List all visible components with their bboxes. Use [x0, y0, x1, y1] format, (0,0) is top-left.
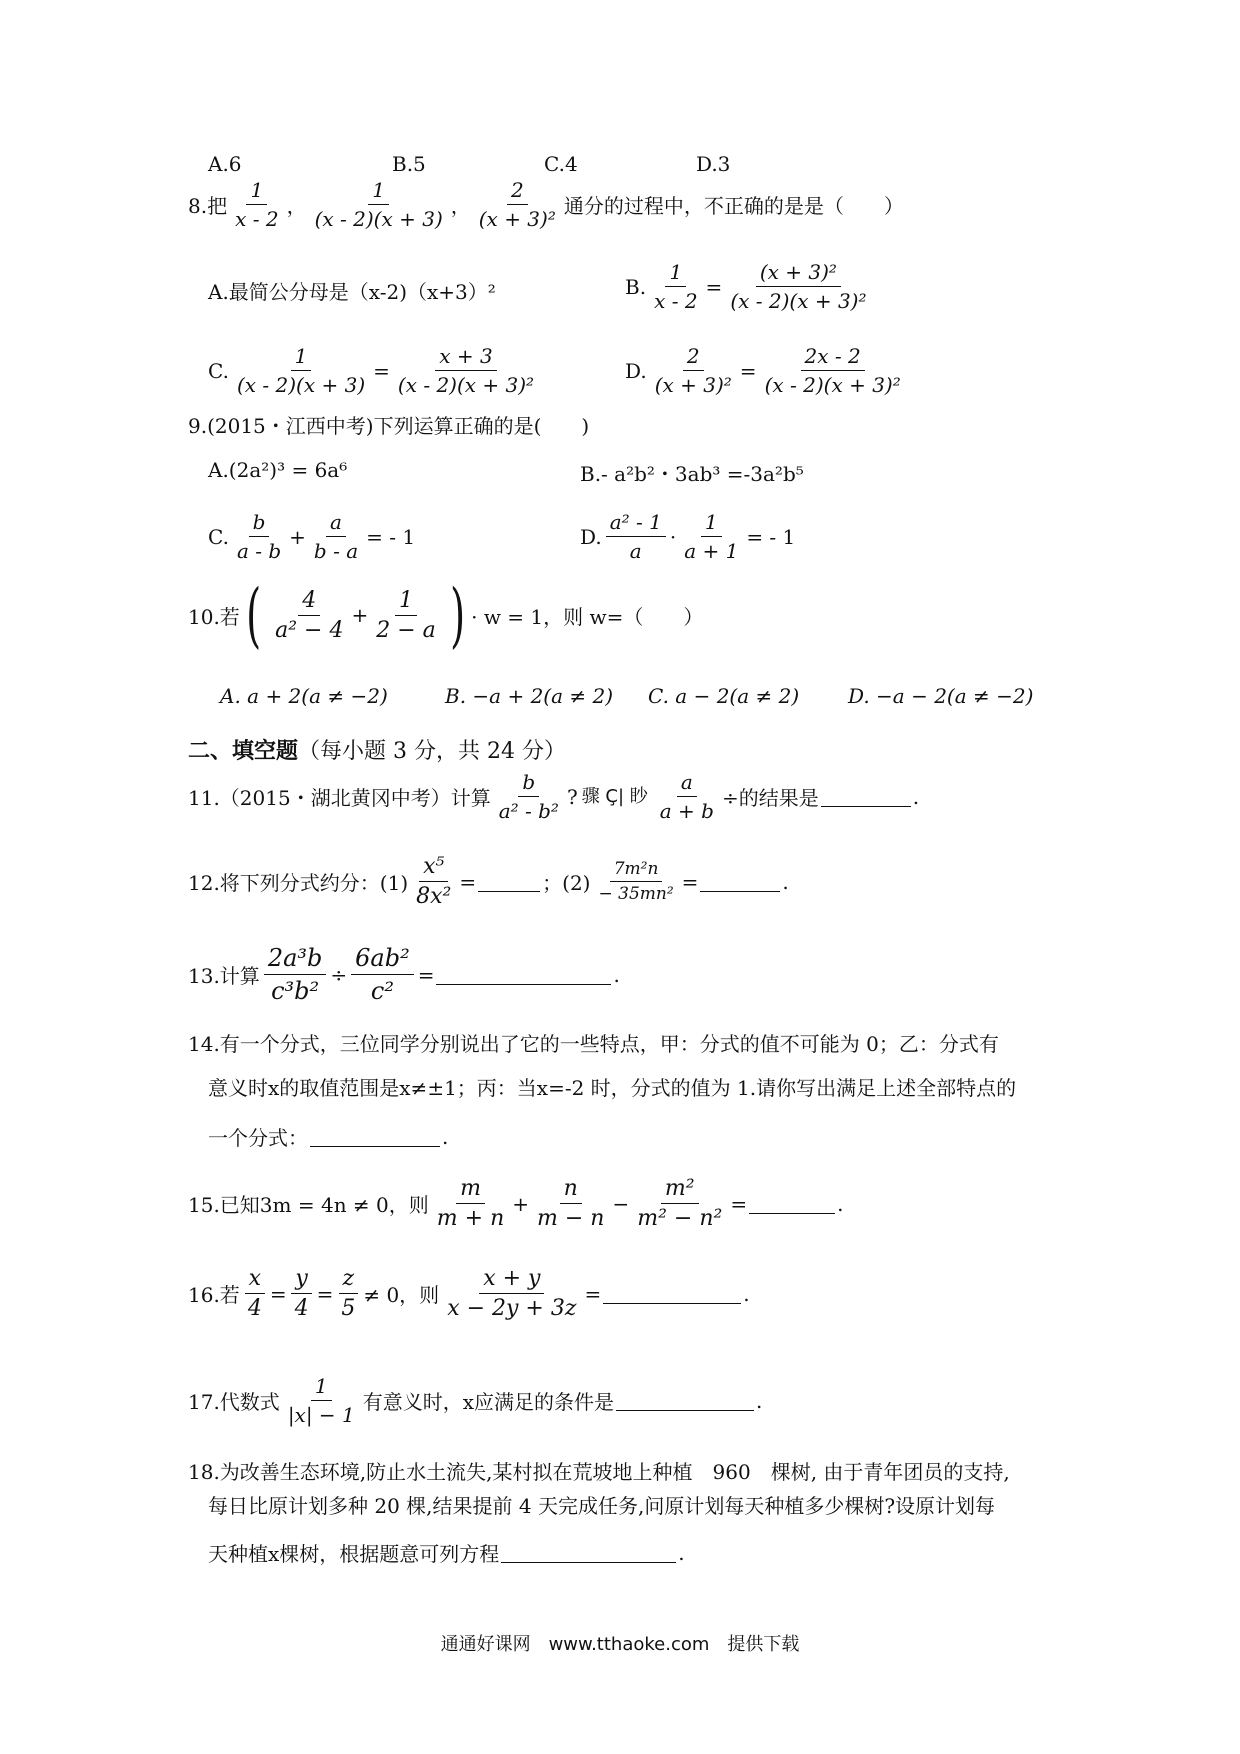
q7-option-b: B.5: [392, 152, 426, 176]
footer-source: 通通好课网 www.tthaoke.com 提供下载: [440, 1634, 800, 1655]
q11: 11.（2015・湖北黄冈中考）计算 $\frac{b}{\text{a² - b²}}$ ? 骤 Ç| 眇 $\frac{a}{a + b}$ ÷的结果是 .: [188, 770, 920, 823]
q10-option-c: C. a − 2(a ≠ 2): [648, 684, 800, 708]
q14-line-1: 14.有一个分式，三位同学分别说出了它的一些特点，甲：分式的值不可能为 0；乙：分式有: [188, 1032, 999, 1056]
q7-option-c: C.4: [544, 152, 578, 176]
q8-fraction-1: $\frac{1}{x - 2}$: [235, 178, 279, 231]
q18-line-2: 每日比原计划多种 20 棵,结果提前 4 天完成任务,问原计划每天种植多少棵树?设原计划每: [208, 1494, 996, 1518]
q11-answer-blank[interactable]: [821, 786, 911, 807]
q10-option-d: D. −a − 2(a ≠ −2): [848, 684, 1034, 708]
section-2-note: （每小题 3 分，共 24 分）: [298, 739, 566, 764]
q8-suffix: 通分的过程中，不正确的是是（ ）: [563, 194, 904, 218]
q9-stem: 9.(2015・江西中考)下列运算正确的是( ): [188, 414, 590, 438]
q16: 16.若 $\frac{x}{4}$ = $\frac{y}{4}$ = $\frac{z}{5}$ ≠ 0，则 $\frac{x + y}{x - 2y + 3z}$ = .: [188, 1266, 750, 1321]
q10-option-a: A. a + 2(a ≠ −2): [220, 684, 388, 708]
q7-option-d: D.3: [696, 152, 731, 176]
q10-option-b: B. −a + 2(a ≠ 2): [445, 684, 614, 708]
q14-answer-blank[interactable]: [310, 1126, 440, 1147]
q14-line-3: 一个分式： .: [208, 1124, 449, 1150]
q8-prefix: 8.把: [188, 194, 228, 218]
q8-option-a: A.最简公分母是（x-2)（x+3）²: [208, 280, 496, 304]
q13-answer-blank[interactable]: [436, 964, 611, 985]
q18-line-1: 18.为改善生态环境,防止水土流失,某村拟在荒坡地上种植 960 棵树, 由于青年团员的支持,: [188, 1460, 1010, 1484]
q8-option-c: C. $\frac{1}{(x - 2)(x + 3)}$ = $\frac{x + 3}{\text{(x - 2)(x + 3)²}}$: [208, 344, 535, 397]
q15-answer-blank[interactable]: [749, 1193, 835, 1214]
q14-line-2: 意义时x的取值范围是x≠±1；丙：当x=-2 时，分式的值为 1.请你写出满足上述全部特点的: [208, 1076, 1017, 1100]
q9-option-a: A.(2a²)³ = 6a⁶: [208, 458, 348, 482]
q18-line-3: 天种植x棵树，根据题意可列方程 .: [208, 1540, 685, 1566]
q8-fraction-3: $\frac{2}{\text{(x + 3)²}}$: [478, 178, 556, 231]
q8-stem: 8.把 $\frac{1}{x - 2}$ ， $\frac{1}{(x - 2)(x + 3)}$ ， $\frac{2}{\text{(x + 3)²}}$ 通分的过程中，不正确的是是（ ）: [188, 178, 904, 231]
q12: 12.将下列分式约分：(1) $\frac{\text{x⁵}}{\text{8x²}}$ = ；(2) $\frac{\text{7m²n}}{\text{− 35mn²}}$ = .: [188, 854, 789, 909]
q13: 13.计算 $\frac{\text{2a³b}}{\text{c³b²}}$ ÷ $\frac{\text{6ab²}}{\text{c²}}$ = .: [188, 944, 620, 1005]
q7-option-a: A.6: [208, 152, 242, 176]
q8-option-d: D. $\frac{2}{\text{(x + 3)²}}$ = $\frac{2x - 2}{\text{(x - 2)(x + 3)²}}$: [625, 344, 901, 397]
q18-answer-blank[interactable]: [501, 1542, 676, 1563]
q9-option-d: D. $\frac{\text{a² - 1}}{a}$ · $\frac{1}{a + 1}$ = - 1: [580, 510, 796, 563]
section-2-title: 二、填空题: [188, 738, 299, 764]
q17-answer-blank[interactable]: [616, 1390, 754, 1411]
q8-option-b: B. $\frac{1}{x - 2}$ = $\frac{\text{(x + 3)²}}{\text{(x - 2)(x + 3)²}}$: [625, 260, 867, 313]
q8-fraction-2: $\frac{1}{(x - 2)(x + 3)}$: [314, 178, 443, 231]
q11-garbled-glyphs: 骤 Ç| 眇: [581, 785, 648, 807]
q15: 15.已知3m = 4n ≠ 0，则 $\frac{m}{m + n}$ + $\frac{n}{m - n}$ − $\frac{\text{m²}}{\text{m² − n²}}$ = .: [188, 1176, 844, 1231]
q12-answer-blank-1[interactable]: [478, 871, 540, 892]
q10-stem: 10.若 ( $\frac{4}{\text{a² − 4}}$ + $\frac{1}{2 - a}$ ) · w = 1，则 w=（ ）: [188, 574, 704, 656]
q9-option-b: B.- a²b²・3ab³ =-3a²b⁵: [580, 462, 804, 486]
section-2-heading: [188, 734, 566, 765]
q12-answer-blank-2[interactable]: [700, 871, 780, 892]
q17: 17.代数式 $\frac{1}{|x| - 1}$ 有意义时，x应满足的条件是 .: [188, 1374, 763, 1427]
q9-option-c: C. $\frac{b}{a - b}$ + $\frac{a}{b - a}$ = - 1: [208, 510, 416, 563]
q16-answer-blank[interactable]: [603, 1283, 741, 1304]
